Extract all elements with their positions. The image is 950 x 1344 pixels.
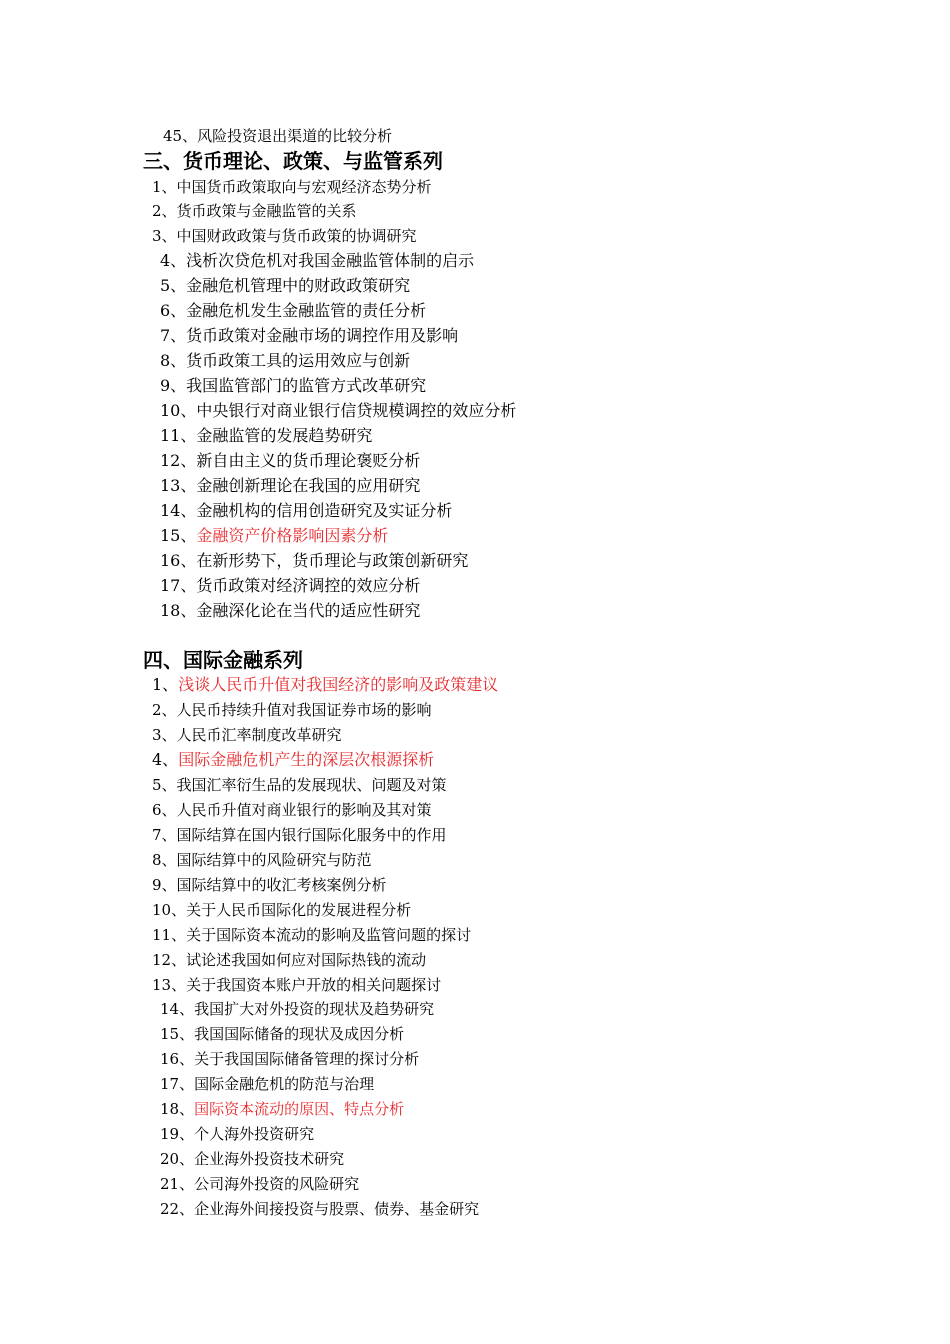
highlighted-title: 浅谈人民币升值对我国经济的影响及政策建议 bbox=[178, 675, 499, 694]
list-item: 6、人民币升值对商业银行的影响及其对策 bbox=[152, 801, 432, 819]
list-item: 2、货币政策与金融监管的关系 bbox=[152, 202, 357, 220]
list-item: 12、试论述我国如何应对国际热钱的流动 bbox=[152, 951, 427, 969]
list-item: 11、关于国际资本流动的影响及监管问题的探讨 bbox=[152, 926, 472, 944]
list-item: 7、货币政策对金融市场的调控作用及影响 bbox=[160, 326, 459, 345]
highlighted-title: 国际金融危机产生的深层次根源探析 bbox=[178, 750, 435, 769]
list-item-highlighted bbox=[160, 525, 388, 547]
section-heading-4: 四、国际金融系列 bbox=[143, 648, 303, 672]
list-item: 17、国际金融危机的防范与治理 bbox=[160, 1075, 375, 1093]
list-item-highlighted bbox=[160, 1098, 404, 1120]
list-item: 9、我国监管部门的监管方式改革研究 bbox=[160, 376, 427, 395]
list-item: 5、我国汇率衍生品的发展现状、问题及对策 bbox=[152, 776, 447, 794]
list-item: 16、在新形势下，货币理论与政策创新研究 bbox=[160, 551, 469, 570]
list-item: 3、中国财政政策与货币政策的协调研究 bbox=[152, 227, 417, 245]
list-item: 12、新自由主义的货币理论褒贬分析 bbox=[160, 451, 421, 470]
list-item: 3、人民币汇率制度改革研究 bbox=[152, 726, 342, 744]
list-item: 20、企业海外投资技术研究 bbox=[160, 1150, 345, 1168]
list-item: 17、货币政策对经济调控的效应分析 bbox=[160, 576, 421, 595]
list-item: 8、货币政策工具的运用效应与创新 bbox=[160, 351, 411, 370]
list-item: 5、金融危机管理中的财政政策研究 bbox=[160, 276, 411, 295]
list-item: 6、金融危机发生金融监管的责任分析 bbox=[160, 301, 427, 320]
list-item: 18、金融深化论在当代的适应性研究 bbox=[160, 601, 421, 620]
list-item: 10、中央银行对商业银行信贷规模调控的效应分析 bbox=[160, 401, 517, 420]
list-item: 11、金融监管的发展趋势研究 bbox=[160, 426, 373, 445]
list-item: 16、关于我国国际储备管理的探讨分析 bbox=[160, 1050, 420, 1068]
list-item: 14、金融机构的信用创造研究及实证分析 bbox=[160, 501, 453, 520]
list-item-highlighted bbox=[152, 674, 498, 696]
highlighted-title: 国际资本流动的原因、特点分析 bbox=[194, 1100, 405, 1118]
list-item: 8、国际结算中的风险研究与防范 bbox=[152, 851, 372, 869]
list-item: 13、关于我国资本账户开放的相关问题探讨 bbox=[152, 976, 442, 994]
list-item: 1、中国货币政策取向与宏观经济态势分析 bbox=[152, 178, 432, 196]
list-item: 9、国际结算中的收汇考核案例分析 bbox=[152, 876, 387, 894]
item-number: 15、 bbox=[160, 526, 197, 545]
list-item-highlighted bbox=[152, 749, 434, 771]
item-number: 18、 bbox=[160, 1100, 195, 1118]
list-item: 19、个人海外投资研究 bbox=[160, 1125, 315, 1143]
highlighted-title: 金融资产价格影响因素分析 bbox=[196, 526, 389, 545]
list-item: 22、企业海外间接投资与股票、债券、基金研究 bbox=[160, 1200, 480, 1218]
list-item: 10、关于人民币国际化的发展进程分析 bbox=[152, 901, 412, 919]
list-item: 2、人民币持续升值对我国证券市场的影响 bbox=[152, 701, 432, 719]
list-item: 14、我国扩大对外投资的现状及趋势研究 bbox=[160, 1000, 435, 1018]
list-item: 13、金融创新理论在我国的应用研究 bbox=[160, 476, 421, 495]
list-item: 21、公司海外投资的风险研究 bbox=[160, 1175, 360, 1193]
list-item: 15、我国国际储备的现状及成因分析 bbox=[160, 1025, 405, 1043]
list-item: 45、风险投资退出渠道的比较分析 bbox=[163, 127, 393, 145]
item-number: 1、 bbox=[152, 675, 179, 694]
list-item: 4、浅析次贷危机对我国金融监管体制的启示 bbox=[160, 251, 475, 270]
section-heading-3: 三、货币理论、政策、与监管系列 bbox=[143, 149, 443, 173]
list-item: 7、国际结算在国内银行国际化服务中的作用 bbox=[152, 826, 447, 844]
item-number: 4、 bbox=[152, 750, 179, 769]
